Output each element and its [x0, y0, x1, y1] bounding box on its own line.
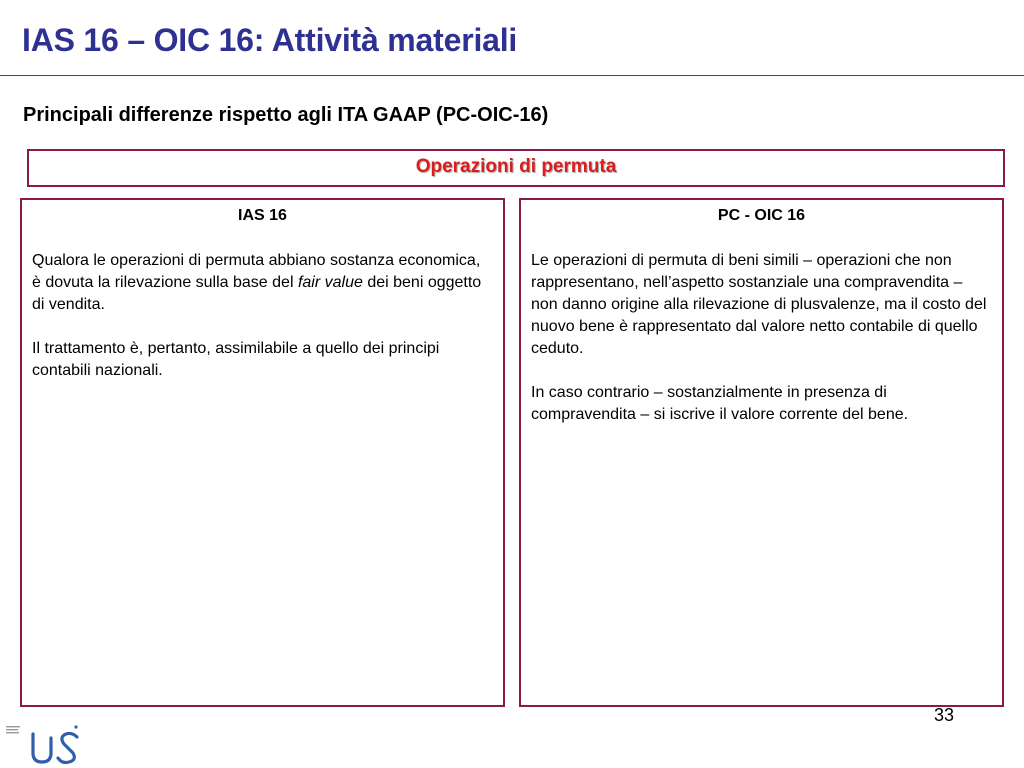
logo-letter-s: [58, 733, 77, 762]
ias16-fair-value-term: fair value: [297, 274, 363, 291]
logo-text-line-3: [6, 732, 19, 733]
logo-text-line-1: [6, 726, 20, 727]
ias16-column-heading: IAS 16: [238, 207, 287, 224]
ias16-column: [20, 198, 505, 707]
slide-subtitle: Principali differenze rispetto agli ITA GAAP (PC-OIC-16): [23, 104, 549, 126]
pc-oic16-column-heading: PC - OIC 16: [717, 207, 806, 224]
ias16-paragraph-1-text: Qualora le operazioni di permuta abbiano sostanza economica, è dovuta la rilevazione sulla base del: [32, 252, 481, 291]
topic-banner: [27, 149, 1005, 187]
university-logo: [4, 720, 84, 766]
pc-oic16-paragraph-1: Le operazioni di permuta di beni simili – operazioni che non rappresentano, nell’aspetto sostanziale una compravendita – non danno origine alla rilevazione di plusvalenze, ma il costo del nuovo bene è rappresentato dal valore netto contabile di quello ceduto.: [531, 252, 987, 357]
logo-dot: [74, 725, 77, 728]
pc-oic16-paragraph-2: In caso contrario – sostanzialmente in presenza di compravendita – si iscrive il valore corrente del bene.: [531, 384, 909, 423]
slide-title: IAS 16 – OIC 16: Attività materiali: [22, 22, 518, 58]
topic-banner-label: Operazioni di permuta: [415, 155, 617, 177]
ias16-paragraph-1-tail: dei beni oggetto di vendita.: [32, 274, 482, 313]
page-number: 33: [934, 705, 955, 725]
ias16-paragraph-1: [32, 250, 493, 316]
logo-text-line-2: [6, 729, 18, 730]
ias16-paragraph-2: Il trattamento è, pertanto, assimilabile a quello dei principi contabili nazionali.: [32, 340, 440, 379]
pc-oic16-column: [519, 198, 1004, 707]
title-divider: [0, 75, 1024, 76]
logo-letter-u: [33, 734, 51, 762]
